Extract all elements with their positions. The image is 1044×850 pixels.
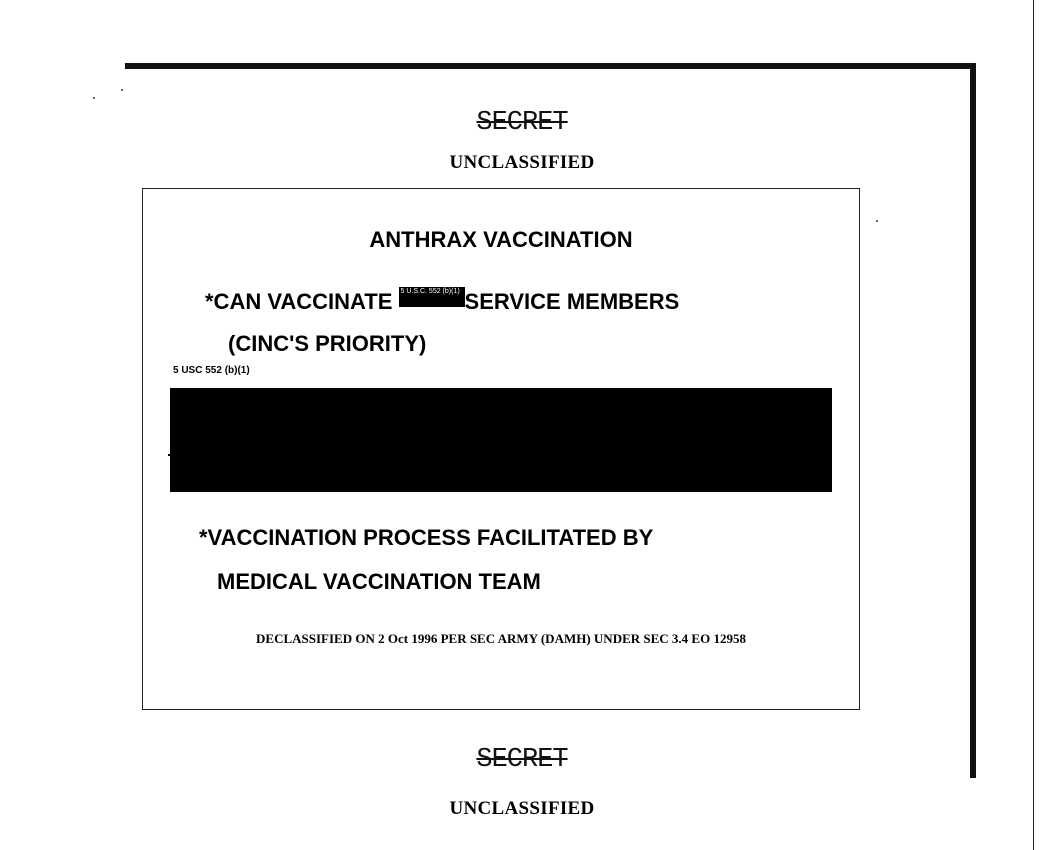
header-classification: UNCLASSIFIED: [449, 152, 595, 173]
bullet-priority-line: (CINC'S PRIORITY): [228, 331, 427, 356]
bullet-vaccination-process: *VACCINATION PROCESS FACILITATED BY: [199, 525, 654, 550]
bullet-medical-team: MEDICAL VACCINATION TEAM: [217, 569, 541, 594]
footer-classification: UNCLASSIFIED: [449, 798, 595, 819]
header-struck-classification: SECRET: [476, 108, 568, 138]
scan-mark: [168, 454, 171, 456]
footer-struck-classification: SECRET: [476, 745, 568, 775]
redaction-block: [170, 388, 832, 492]
exemption-label: 5 USC 552 (b)(1): [173, 365, 250, 376]
scan-speck: [876, 220, 878, 222]
declassification-notice: DECLASSIFIED ON 2 Oct 1996 PER SEC ARMY (DAMH) UNDER SEC 3.4 EO 12958: [256, 631, 746, 646]
scan-speck: [93, 97, 95, 99]
bullet-text-suffix: SERVICE MEMBERS: [464, 289, 680, 314]
bullet-can-vaccinate: [205, 287, 679, 315]
page-top-border: [125, 63, 976, 69]
briefing-slide: [142, 188, 860, 710]
slide-title: ANTHRAX VACCINATION: [369, 227, 633, 252]
bullet-text-prefix: *CAN VACCINATE: [205, 289, 399, 314]
inline-redaction: 5 U.S.C. 552 (b)(1): [399, 287, 465, 307]
scan-speck: [121, 89, 123, 91]
